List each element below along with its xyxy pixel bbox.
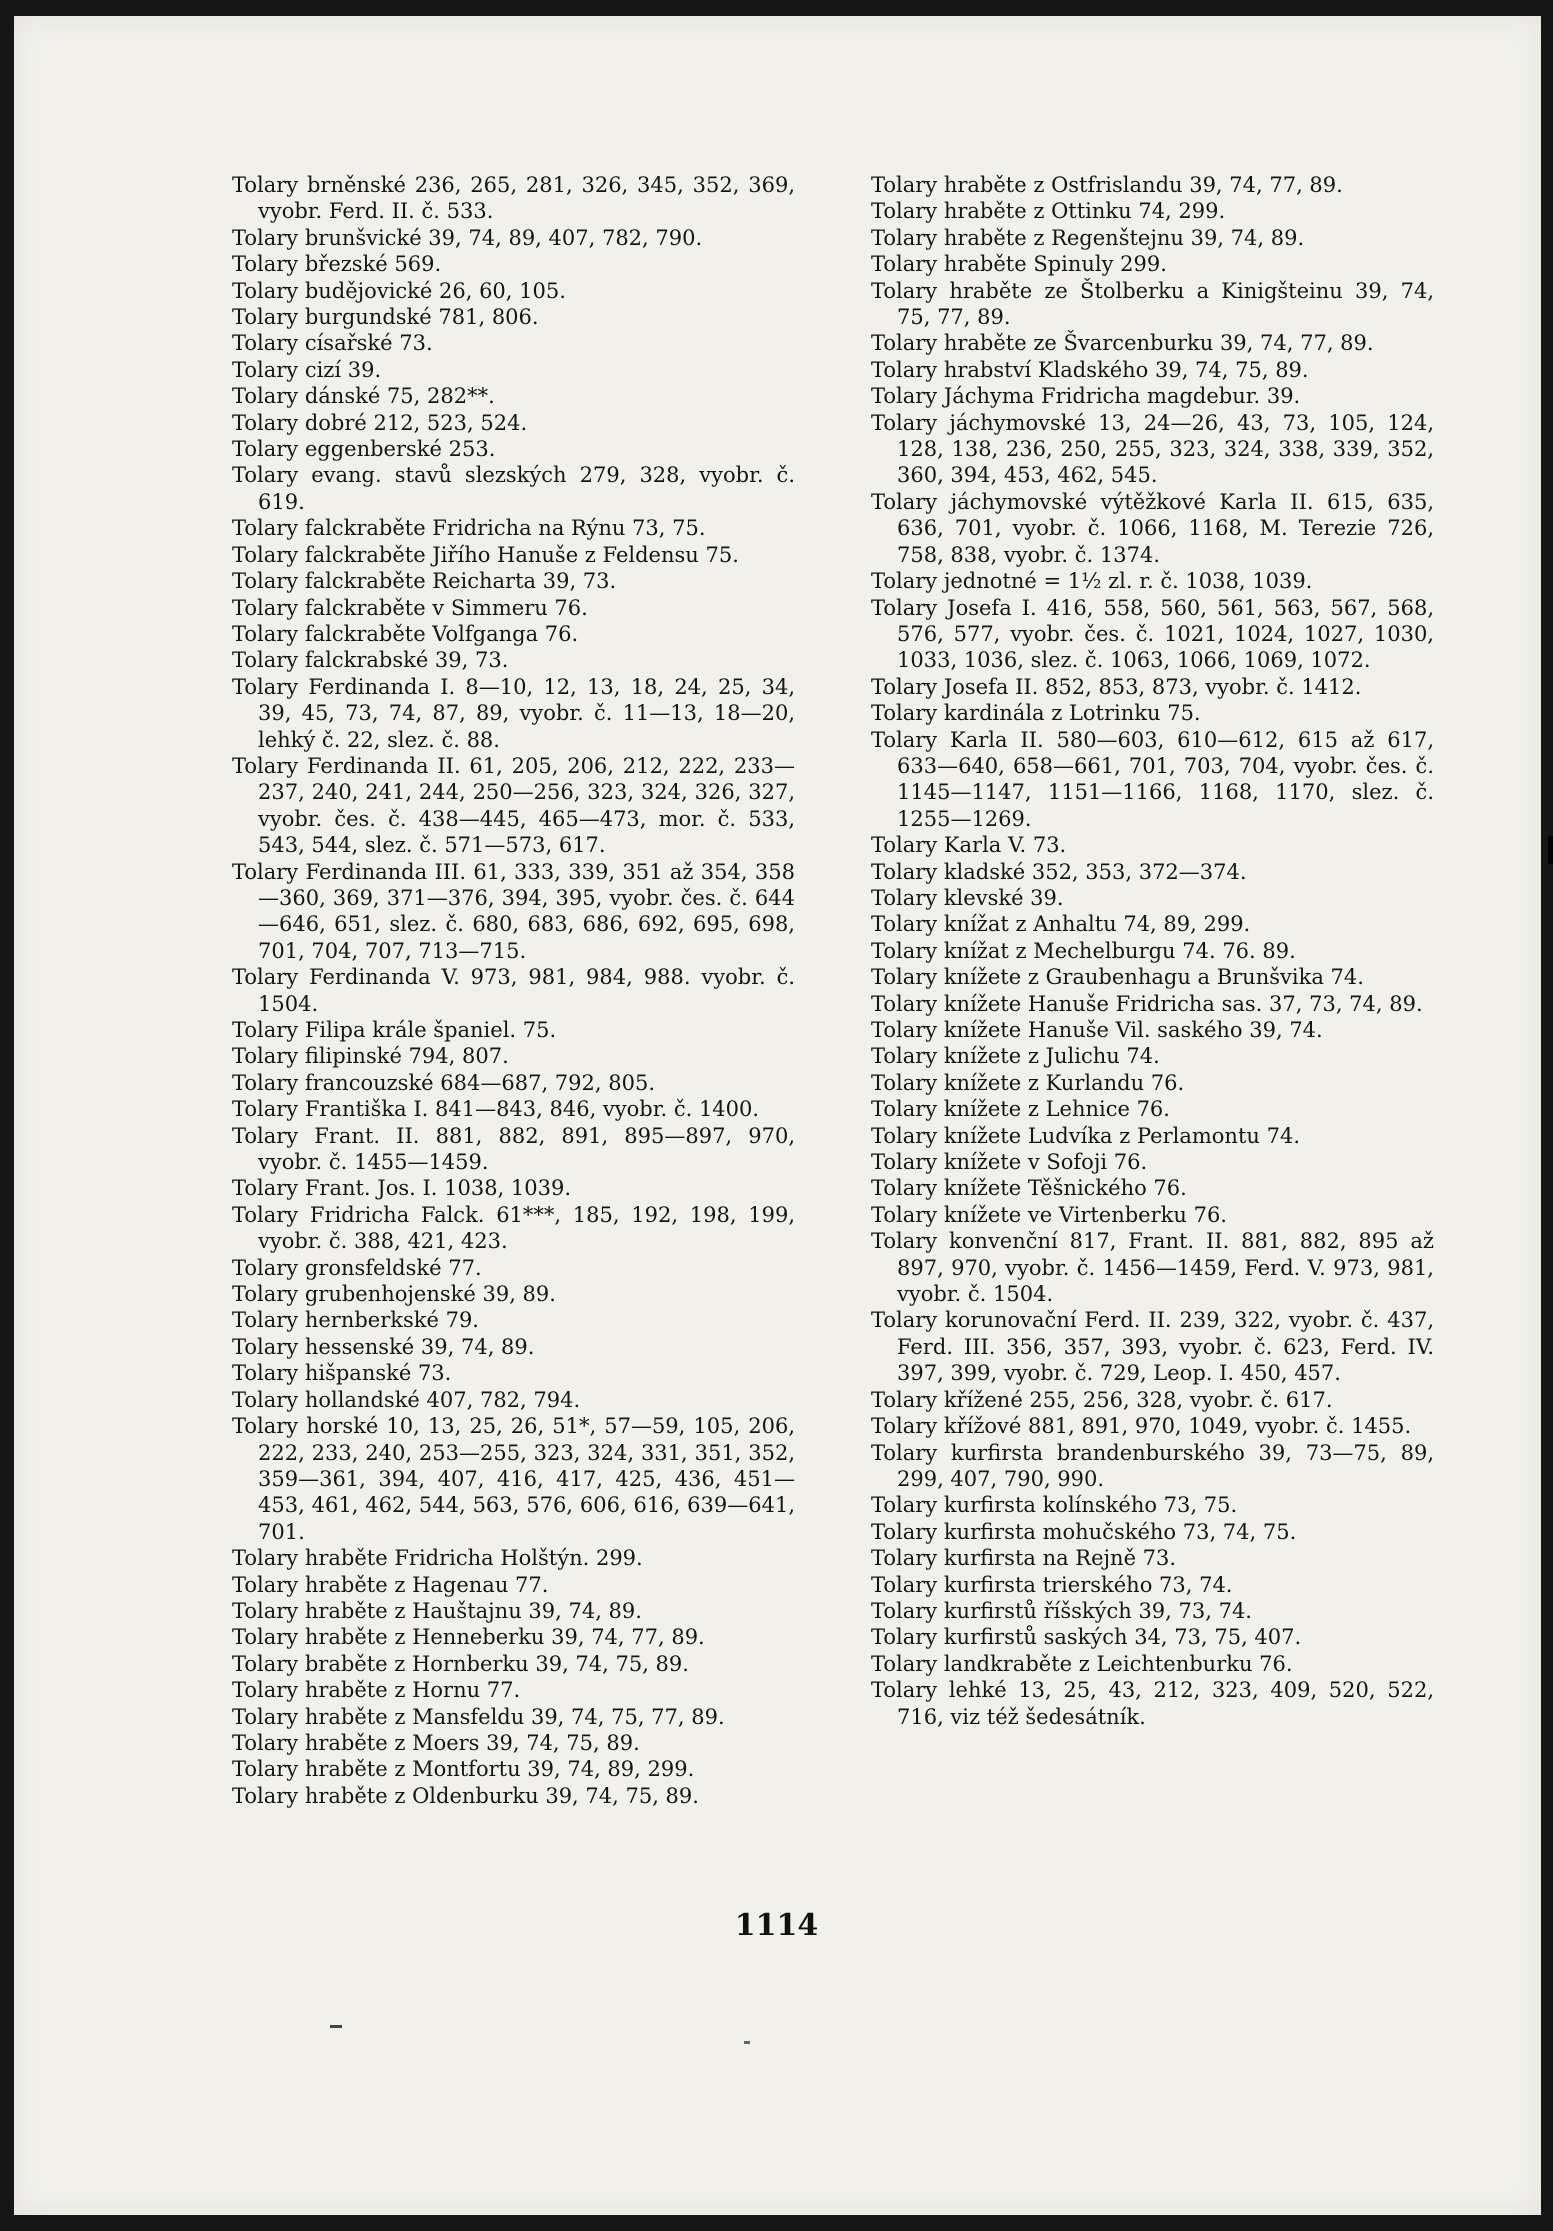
index-entry: Tolary Jáchyma Fridricha magdebur. 39. [871,384,1301,409]
index-entry: Tolary hraběte z Ottinku 74, 299. [871,199,1226,224]
index-entry: Tolary kladské 352, 353, 372—374. [871,859,1247,884]
ink-speck [744,2041,750,2044]
index-entry: Tolary knížete ve Virtenberku 76. [871,1202,1227,1227]
index-entry: Tolary eggenberské 253. [232,437,496,462]
index-entry: Tolary hraběte ze Štolberku a Kinigšteinu 39, 74, 75, 77, 89. [871,278,1434,330]
index-entry: Tolary filipinské 794, 807. [232,1044,509,1069]
index-entry: Tolary lehké 13, 25, 43, 212, 323, 409, 520, 522, 716, viz též šedesátník. [871,1678,1434,1729]
index-entry: Tolary Ferdinanda II. 61, 205, 206, 212, 222, 233—237, 240, 241, 244, 250—256, 323, 324, 326, 327, vyobr. čes. č. 438—445, 465—473, mor. č. 533, 543, 544, slez. č. 571—573, 617. [232,753,795,858]
index-entry: Tolary Františka I. 841—843, 846, vyobr. č. 1400. [232,1097,760,1122]
index-entry: Tolary hraběte z Henneberku 39, 74, 77, 89. [232,1625,705,1650]
index-entry: Tolary kurfirsta mohučského 73, 74, 75. [871,1519,1297,1544]
index-entry: Tolary knížete Ludvíka z Perlamontu 74. [871,1123,1300,1148]
index-entry: Tolary kurfirsta kolínského 73, 75. [871,1493,1238,1518]
index-entry: Tolary jáchymovské výtěžkové Karla II. 615, 635, 636, 701, vyobr. č. 1066, 1168, M. Terezie 726, 758, 838, vyobr. č. 1374. [871,489,1434,567]
index-entry: Tolary hraběte z Ostfrislandu 39, 74, 77, 89. [871,173,1343,197]
index-entry: Tolary konvenční 817, Frant. II. 881, 882, 895 až 897, 970, vyobr. č. 1456—1459, Ferd. V. 973, 981, vyobr. č. 1504. [871,1229,1434,1307]
index-entry: Tolary falckraběte v Simmeru 76. [232,595,588,620]
index-entry: Tolary klevské 39. [871,885,1064,910]
index-entry: Tolary hraběte z Regenštejnu 39, 74, 89. [871,225,1305,250]
index-entry: Tolary kurfirstů říšských 39, 73, 74. [871,1598,1252,1623]
index-entry: Tolary falckrabské 39, 73. [232,648,509,673]
index-entry: Tolary knížete Hanuše Fridricha sas. 37, 73, 74, 89. [871,991,1423,1016]
index-entry: Tolary Ferdinanda V. 973, 981, 984, 988. vyobr. č. 1504. [232,965,795,1016]
index-entry: Tolary gronsfeldské 77. [232,1255,482,1280]
index-entry: Tolary Josefa I. 416, 558, 560, 561, 563, 567, 568, 576, 577, vyobr. čes. č. 1021, 1024, 1027, 1030, 1033, 1036, slez. č. 1063, 1066, 1069, 1072. [871,595,1434,673]
index-entry: Tolary korunovační Ferd. II. 239, 322, vyobr. č. 437, Ferd. III. 356, 357, 393, vyobr. č. 623, Ferd. IV. 397, 399, vyobr. č. 729, Leop. I. 450, 457. [871,1308,1434,1386]
index-entry: Tolary falckraběte Volfganga 76. [232,621,579,646]
page-number: 1114 [734,1908,819,1943]
index-entry: Tolary Ferdinanda III. 61, 333, 339, 351 až 354, 358—360, 369, 371—376, 394, 395, vyobr. čes. č. 644—646, 651, slez. č. 680, 683, 686, 692, 695, 698, 701, 704, 707, 713—715. [232,859,795,963]
index-entry: Tolary kurfirsta brandenburského 39, 73—75, 89, 299, 407, 790, 990. [871,1440,1434,1491]
index-entry: Tolary hišpanské 73. [232,1361,452,1386]
index-entry: Tolary hraběte Fridricha Holštýn. 299. [232,1546,643,1571]
index-entry: Tolary knížete z Lehnice 76. [871,1097,1170,1122]
index-entry: Tolary knížete Hanuše Vil. saského 39, 74. [871,1018,1323,1042]
index-entry: Tolary Karla II. 580—603, 610—612, 615 až 617, 633—640, 658—661, 701, 703, 704, vyobr. čes. č. 1145—1147, 1151—1166, 1168, 1170, slez. č. 1255—1269. [871,727,1434,831]
ink-speck [330,2025,342,2028]
index-entry: Tolary křížené 255, 256, 328, vyobr. č. 617. [871,1387,1333,1412]
index-entry: Tolary hraběte z Hauštajnu 39, 74, 89. [232,1598,642,1623]
index-entry: Tolary hraběte Spinuly 299. [871,252,1167,277]
index-entry: Tolary hollandské 407, 782, 794. [232,1387,581,1412]
index-entry: Tolary cizí 39. [232,357,382,382]
index-entry: Tolary jednotné = 1½ zl. r. č. 1038, 1039. [871,569,1313,594]
index-entry: Tolary hrabství Kladského 39, 74, 75, 89. [871,357,1309,382]
index-entry: Tolary knížat z Mechelburgu 74. 76. 89. [871,938,1296,963]
index-entry: Tolary kardinála z Lotrinku 75. [871,701,1201,726]
index-entry: Tolary Filipa krále španiel. 75. [232,1018,557,1042]
index-entry: Tolary hraběte z Moers 39, 74, 75, 89. [232,1730,640,1755]
index-entry: Tolary Karla V. 73. [871,833,1067,858]
index-entry: Tolary hraběte z Montfortu 39, 74, 89, 299. [232,1757,695,1782]
index-entry: Tolary Frant. Jos. I. 1038, 1039. [232,1176,572,1201]
index-entry: Tolary knížete z Julichu 74. [871,1044,1160,1069]
index-entry: Tolary kurfirstů saských 34, 73, 75, 407. [871,1625,1302,1650]
index-entry: Tolary knížat z Anhaltu 74, 89, 299. [871,912,1251,937]
index-entry: Tolary Fridricha Falck. 61***, 185, 192, 198, 199, vyobr. č. 388, 421, 423. [232,1202,795,1254]
index-entry: Tolary křížové 881, 891, 970, 1049, vyobr. č. 1455. [871,1414,1412,1439]
index-entry: Tolary braběte z Hornberku 39, 74, 75, 89. [232,1651,689,1676]
index-entry: Tolary hernberkské 79. [232,1308,479,1333]
index-entry: Tolary budějovické 26, 60, 105. [232,278,566,303]
index-entry: Tolary evang. stavů slezských 279, 328, vyobr. č. 619. [232,463,795,514]
index-entry: Tolary falckraběte Jiřího Hanuše z Feldensu 75. [232,542,739,567]
index-entry: Tolary falckraběte Reicharta 39, 73. [232,569,617,594]
index-entry: Tolary Josefa II. 852, 853, 873, vyobr. č. 1412. [871,674,1362,699]
index-entry: Tolary knížete z Kurlandu 76. [871,1070,1185,1095]
index-entry: Tolary jáchymovské 13, 24—26, 43, 73, 105, 124, 128, 138, 236, 250, 255, 323, 324, 338, 339, 352, 360, 394, 453, 462, 545. [871,410,1434,488]
index-entry: Tolary hessenské 39, 74, 89. [232,1334,535,1359]
index-entry: Tolary císařské 73. [232,331,433,356]
index-entry: Tolary hraběte z Hagenau 77. [232,1572,549,1597]
index-entry: Tolary burgundské 781, 806. [232,305,539,330]
index-entry: Tolary brněnské 236, 265, 281, 326, 345, 352, 369, vyobr. Ferd. II. č. 533. [232,173,795,224]
index-entry: Tolary kurfirsta na Rejně 73. [871,1546,1177,1571]
index-entry: Tolary francouzské 684—687, 792, 805. [232,1070,655,1095]
index-entry: Tolary knížete Těšnického 76. [871,1176,1187,1201]
index-entry: Tolary Ferdinanda I. 8—10, 12, 13, 18, 24, 25, 34, 39, 45, 73, 74, 87, 89, vyobr. č. 11—13, 18—20, lehký č. 22, slez. č. 88. [232,674,795,752]
index-entry: Tolary kurfirsta trierského 73, 74. [871,1572,1233,1597]
index-entry: Tolary hraběte z Hornu 77. [232,1678,521,1703]
index-entry: Tolary brunšvické 39, 74, 89, 407, 782, 790. [232,225,703,250]
index-entry: Tolary falckraběte Fridricha na Rýnu 73, 75. [232,516,706,541]
index-entry: Tolary knížete v Sofoji 76. [871,1150,1148,1175]
index-entry: Tolary hraběte ze Švarcenburku 39, 74, 77, 89. [871,331,1374,356]
index-entry: Tolary březské 569. [232,252,442,277]
index-entry: Tolary dánské 75, 282**. [232,384,495,409]
index-entry: Tolary grubenhojenské 39, 89. [232,1282,556,1307]
index-entry: Tolary hraběte z Mansfeldu 39, 74, 75, 77, 89. [232,1704,725,1729]
index-entry: Tolary hraběte z Oldenburku 39, 74, 75, 89. [232,1783,699,1808]
index-entry: Tolary Frant. II. 881, 882, 891, 895—897, 970, vyobr. č. 1455—1459. [232,1123,795,1175]
index-entry: Tolary knížete z Graubenhagu a Brunšvika 74. [871,965,1364,990]
index-entry: Tolary landkraběte z Leichtenburku 76. [871,1651,1293,1676]
index-entry: Tolary dobré 212, 523, 524. [232,410,528,435]
index-entry: Tolary horské 10, 13, 25, 26, 51*, 57—59, 105, 206, 222, 233, 240, 253—255, 323, 324, 331, 351, 352, 359—361, 394, 407, 416, 417, 425, 436, 451—453, 461, 462, 544, 563, 576, 606, 616, 639—641, 701. [232,1414,795,1544]
